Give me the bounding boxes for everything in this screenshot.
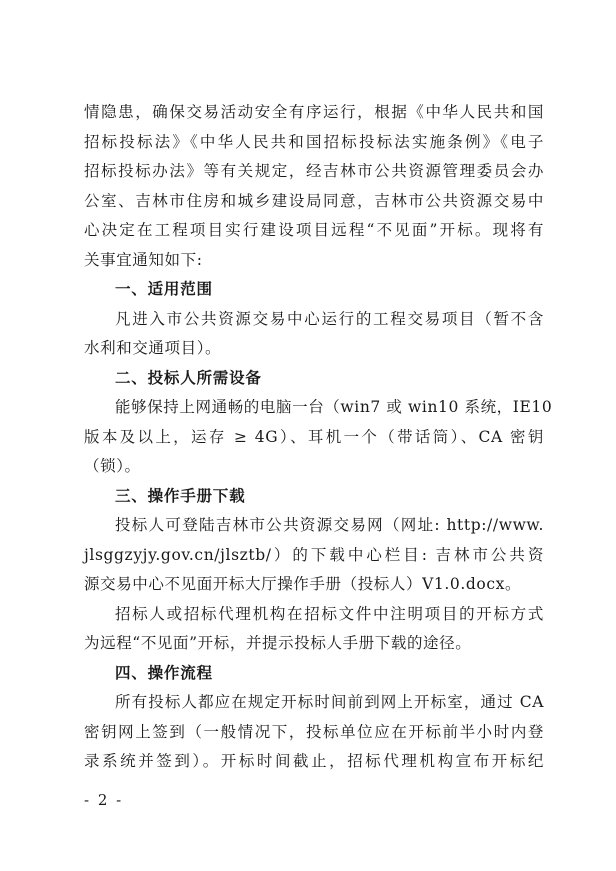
paragraph	[84, 511, 544, 600]
paragraph	[84, 688, 544, 777]
text-line: 关事宜通知如下:	[84, 250, 203, 269]
section-heading: 一、适用范围	[115, 280, 213, 298]
section-heading: 四、操作流程	[115, 663, 213, 682]
section-heading: 三、操作手册下载	[115, 486, 246, 505]
page-number: - 2 -	[84, 791, 124, 809]
paragraph	[84, 600, 544, 659]
text-line: 所有投标人都应在规定开标时间前到网上开标室，通过 CA	[115, 693, 544, 711]
text-line: 源交易中心不见面开标大厅操作手册（投标人）V1.0.docx。	[84, 575, 522, 593]
document-body	[84, 98, 553, 777]
text-line: 版本及以上，运存 ≥ 4G）、耳机一个（带话筒）、CA 密钥	[84, 427, 544, 446]
text-line: jlsggzyjy.gov.cn/jlsztb/）的下载中心栏目: 吉林市公共资	[84, 545, 544, 564]
text-line: 录系统并签到）。开标时间截止，招标代理机构宣布开标纪	[84, 752, 544, 770]
text-line: 水利和交通项目）。	[84, 339, 222, 357]
paragraph	[84, 98, 544, 275]
text-line: 招标投标办法》等有关规定，经吉林市公共资源管理委员会办	[84, 162, 544, 180]
text-line: 投标人可登陆吉林市公共资源交易网（网址: http://www.	[115, 516, 544, 534]
text-line: 为远程“不见面”开标，并提示投标人手册下载的途径。	[84, 634, 472, 652]
text-line: 招标投标法》《中华人民共和国招标投标法实施条例》《电子	[84, 132, 544, 151]
text-line: 招标人或招标代理机构在招标文件中注明项目的开标方式	[115, 604, 544, 623]
section-heading: 二、投标人所需设备	[115, 368, 262, 387]
text-line: 密钥网上签到（一般情况下，投标单位应在开标前半小时内登	[84, 722, 544, 741]
text-line: 能够保持上网通畅的电脑一台（win7 或 win10 系统，IE10	[115, 398, 553, 416]
paragraph	[84, 393, 553, 482]
text-line: 心决定在工程项目实行建设项目远程“不见面”开标。现将有	[84, 221, 544, 239]
paragraph	[84, 305, 544, 364]
text-line: 公室、吉林市住房和城乡建设局同意，吉林市公共资源交易中	[84, 191, 544, 210]
text-line: 凡进入市公共资源交易中心运行的工程交易项目（暂不含	[115, 309, 544, 328]
text-line: （锁）。	[84, 457, 141, 475]
text-line: 情隐患，确保交易活动安全有序运行，根据《中华人民共和国	[84, 103, 544, 121]
